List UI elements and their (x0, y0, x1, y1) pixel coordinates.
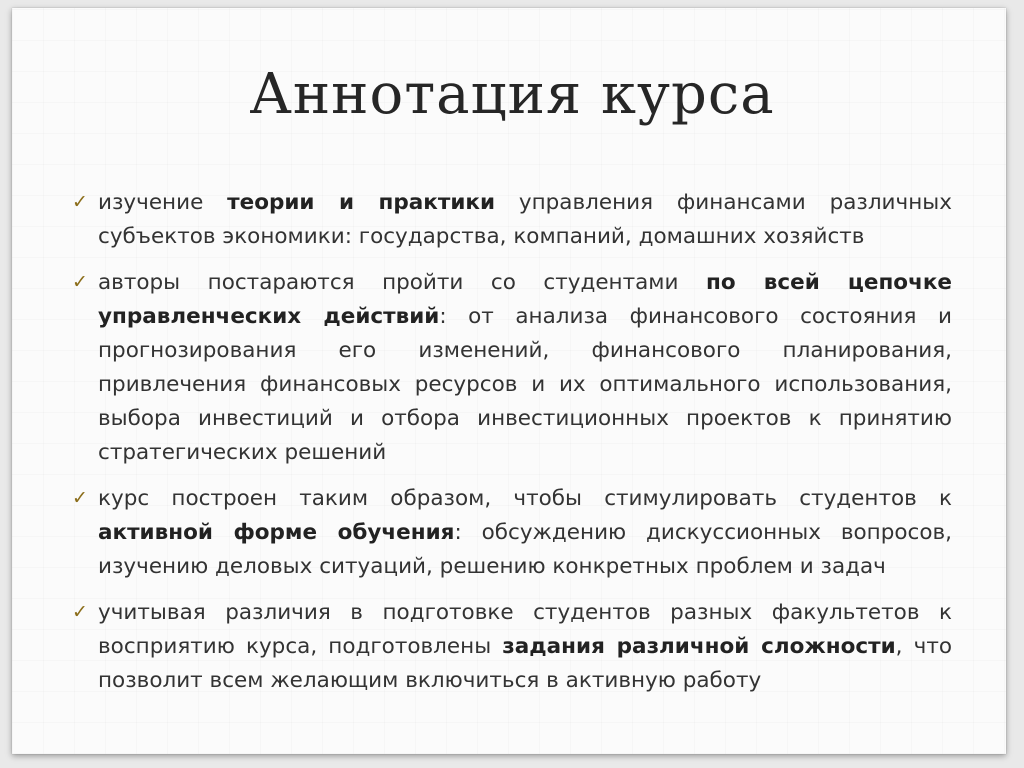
bullet-text-segment: учитывая различия в подготовке студентов разных факультетов к восприятию курса, подготовлены (98, 600, 952, 659)
bullet-text-segment: : обсуждению дискуссионных вопросов, изучению деловых ситуаций, решению конкретных проблем и задач (98, 520, 952, 579)
bullet-item (72, 186, 952, 254)
bullet-text (98, 190, 952, 249)
checkmark-icon: ✓ (72, 487, 88, 509)
bullet-bold-segment: активной форме обучения (98, 520, 455, 545)
bullet-text-segment: управления финансами различных субъектов экономики: государства, компаний, домашних хозяйств (98, 190, 952, 249)
checkmark-icon: ✓ (72, 271, 88, 293)
bullet-item (72, 596, 952, 698)
slide-title: Аннотация курса (249, 62, 775, 127)
checkmark-icon: ✓ (72, 191, 88, 213)
bullet-text-segment: : от анализа финансового состояния и прогнозирования его изменений, финансового планирования, привлечения финансовых ресурсов и их оптимального использования, выбора инвестиций и отбора инвестиционных проектов к принятию стратегических решений (98, 304, 952, 465)
bullet-bold-segment: по всей цепочке управленческих действий (98, 270, 953, 329)
bullet-text (98, 270, 952, 465)
bullet-text-segment: , что позволит всем желающим включиться в активную работу (98, 634, 952, 693)
bullet-text-segment: авторы постараются пройти со студентами (98, 270, 706, 295)
bullet-list (72, 186, 952, 710)
bullet-text (98, 486, 952, 579)
bullet-text-segment: курс построен таким образом, чтобы стимулировать студентов к (98, 486, 952, 511)
bullet-item (72, 482, 952, 584)
bullet-bold-segment: теории и практики (227, 190, 496, 215)
bullet-text (98, 600, 952, 693)
bullet-bold-segment: задания различной сложности (502, 634, 896, 659)
bullet-item (72, 266, 952, 470)
checkmark-icon: ✓ (72, 601, 88, 623)
bullet-text-segment: изучение (98, 190, 228, 215)
